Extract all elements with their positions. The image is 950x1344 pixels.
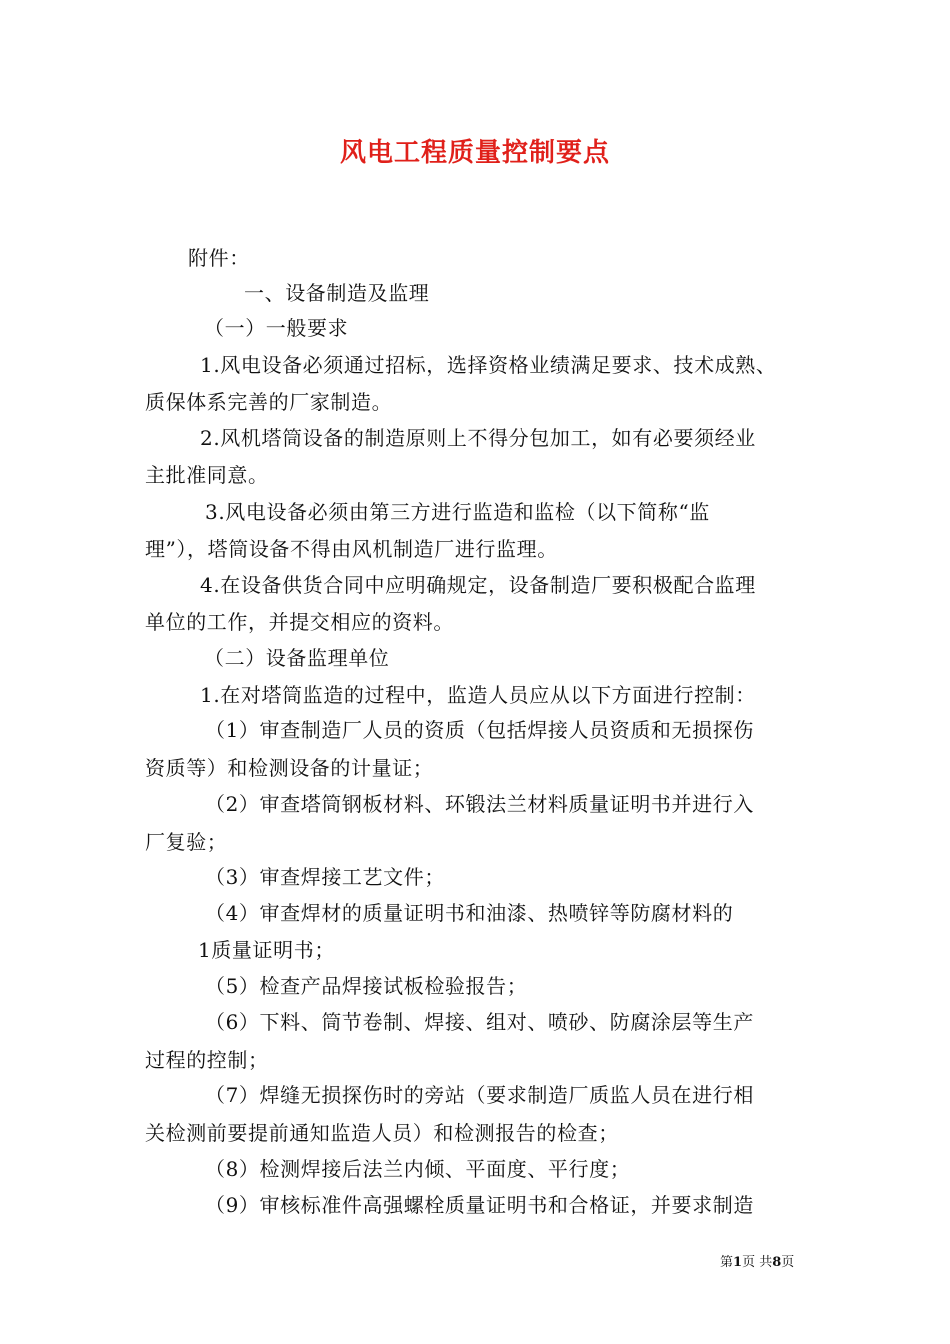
text-line: 4.在设备供货合同中应明确规定，设备制造厂要积极配合监理 bbox=[200, 573, 756, 597]
subsection-heading: （一）一般要求 bbox=[204, 316, 349, 340]
text-line: （4）审查焊材的质量证明书和油漆、热喷锌等防腐材料的 bbox=[205, 901, 734, 925]
document-title: 风电工程质量控制要点 bbox=[339, 138, 610, 168]
text-line: 关检测前要提前通知监造人员）和检测报告的检查； bbox=[145, 1121, 619, 1145]
text-line: 1.风电设备必须通过招标，选择资格业绩满足要求、技术成熟、 bbox=[200, 353, 777, 377]
text-line: 过程的控制； bbox=[145, 1048, 269, 1072]
text-line: （1）审查制造厂人员的资质（包括焊接人员资质和无损探伤 bbox=[205, 718, 754, 742]
text-line: 资质等）和检测设备的计量证； bbox=[145, 756, 434, 780]
text-line: 1质量证明书； bbox=[198, 938, 335, 962]
text-line: 单位的工作，并提交相应的资料。 bbox=[145, 610, 454, 634]
page-number-footer bbox=[720, 1251, 794, 1270]
footer-total-pages: 8 bbox=[772, 1255, 782, 1270]
text-line: 1.在对塔筒监造的过程中，监造人员应从以下方面进行控制： bbox=[200, 683, 756, 707]
footer-middle: 页 共 bbox=[742, 1255, 773, 1270]
text-line: （8）检测焊接后法兰内倾、平面度、平行度； bbox=[205, 1157, 631, 1181]
text-line: （7）焊缝无损探伤时的旁站（要求制造厂质监人员在进行相 bbox=[205, 1083, 754, 1107]
footer-page-number: 1 bbox=[733, 1255, 743, 1270]
footer-prefix: 第 bbox=[720, 1255, 734, 1270]
section-heading: 一、设备制造及监理 bbox=[244, 281, 430, 305]
text-line: （5）检查产品焊接试板检验报告； bbox=[205, 974, 528, 998]
text-line: 2.风机塔筒设备的制造原则上不得分包加工，如有必要须经业 bbox=[200, 426, 756, 450]
text-line: 附件： bbox=[188, 246, 250, 270]
text-line: （9）审核标准件高强螺栓质量证明书和合格证，并要求制造 bbox=[205, 1193, 754, 1217]
text-line: （6）下料、筒节卷制、焊接、组对、喷砂、防腐涂层等生产 bbox=[205, 1010, 754, 1034]
text-line: （3）审查焊接工艺文件； bbox=[205, 865, 445, 889]
text-line: 厂复验； bbox=[145, 830, 228, 854]
text-line: 质保体系完善的厂家制造。 bbox=[145, 390, 393, 414]
text-line: （2）审查塔筒钢板材料、环锻法兰材料质量证明书并进行入 bbox=[205, 792, 754, 816]
subsection-heading: （二）设备监理单位 bbox=[204, 646, 390, 670]
footer-suffix: 页 bbox=[781, 1255, 795, 1270]
text-line: 主批准同意。 bbox=[145, 463, 269, 487]
text-line: 理”），塔筒设备不得由风机制造厂进行监理。 bbox=[145, 537, 558, 561]
text-line: 3.风电设备必须由第三方进行监造和监检（以下简称“监 bbox=[205, 500, 710, 524]
